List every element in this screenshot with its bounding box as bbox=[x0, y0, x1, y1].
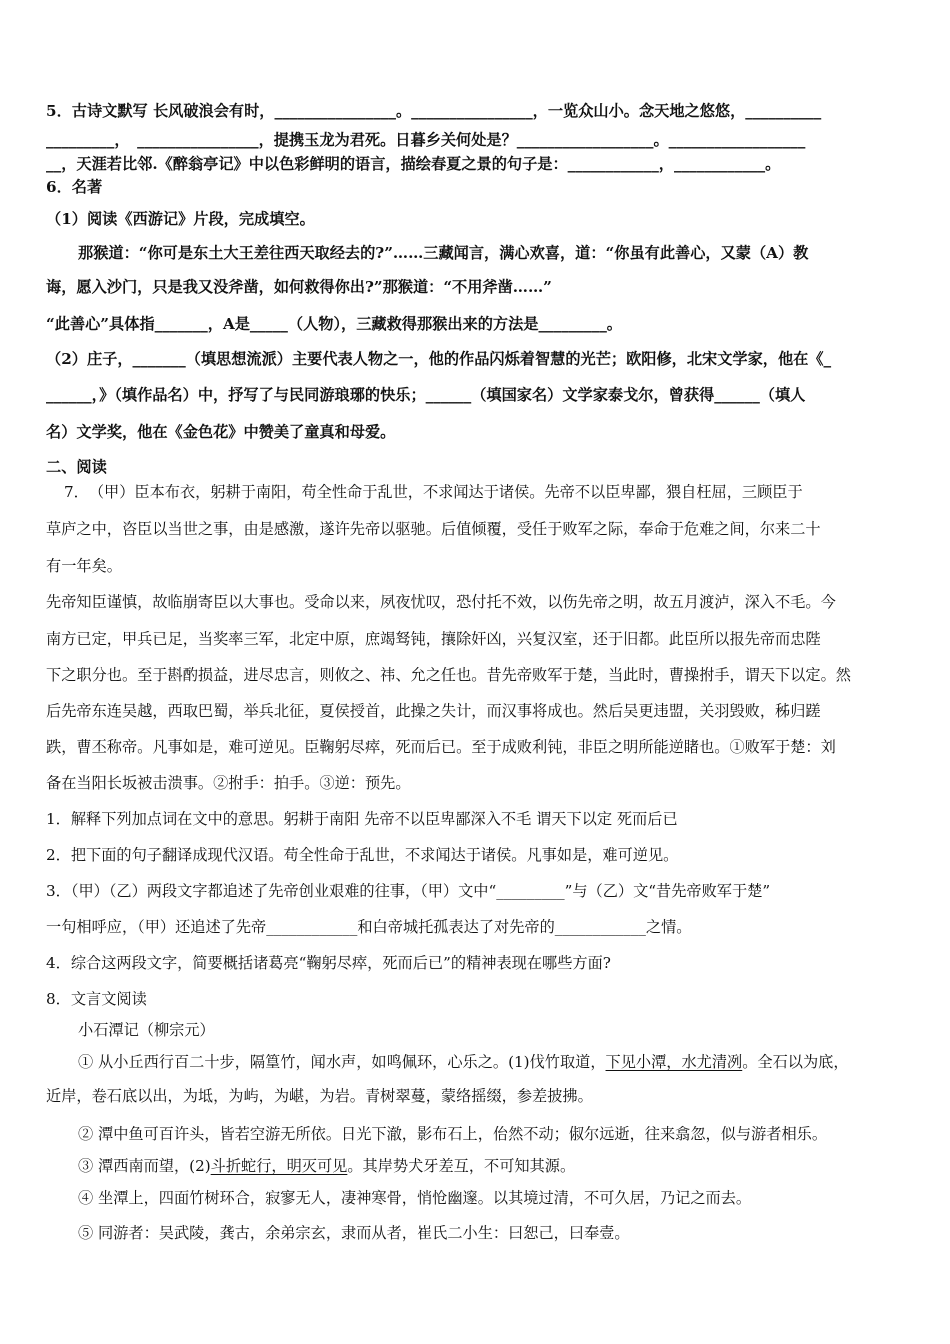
q5-line-1: 5．古诗文默写 长风破浪会有时，________________。________________，一览众山小。念天地之悠悠，__________ bbox=[46, 102, 822, 120]
q6-heading: 6．名著 bbox=[46, 178, 103, 196]
q7-passage-7: 后先帝东连吴越，西取巴蜀，举兵北征，夏侯授首，此操之失计，而汉事将成也。然后吴更违盟，关羽毁败，秭归蹉 bbox=[46, 702, 821, 720]
q7-sub3-line-2: 一句相呼应，（甲）还追述了先帝____________和白帝城托孤表达了对先帝的____________之情。 bbox=[46, 918, 692, 936]
q5-line-2: _________， ________________，提携玉龙为君死。日暮乡关何处是？__________________。__________________ bbox=[46, 131, 806, 149]
xiyouji-excerpt-1: 那猴道：“你可是东土大王差往西天取经去的?”……三藏闻言，满心欢喜，道：“你虽有此善心，又蒙（A）教 bbox=[78, 244, 809, 262]
q8-passage-title: 小石潭记（柳宗元） bbox=[78, 1021, 215, 1039]
q8-para1-line-2: 近岸，卷石底以出，为坻，为屿，为嵁，为岩。青树翠蔓，蒙络摇缀，参差披拂。 bbox=[46, 1087, 593, 1105]
q8-para1-text-a: ① 从小丘西行百二十步，隔篁竹，闻水声，如鸣佩环，心乐之。(1)伐竹取道， bbox=[78, 1053, 606, 1071]
q6-part2-line-3: 名）文学奖，他在《金色花》中赞美了童真和母爱。 bbox=[46, 423, 396, 441]
q5-line-3: __，天涯若比邻.《醉翁亭记》中以色彩鲜明的语言，描绘春夏之景的句子是：____________，____________。 bbox=[46, 155, 781, 173]
q7-passage-3: 有一年矣。 bbox=[46, 557, 122, 575]
q8-heading: 8．文言文阅读 bbox=[46, 990, 147, 1008]
q7-passage-6: 下之职分也。至于斟酌损益，进尽忠言，则攸之、祎、允之任也。昔先帝败军于楚，当此时，曹操拊手，谓天下以定。然 bbox=[46, 666, 851, 684]
q8-underlined-sentence-2: 斗折蛇行，明灭可见 bbox=[210, 1157, 348, 1175]
q8-underlined-sentence-1: 下见小潭，水尤清冽 bbox=[605, 1053, 743, 1071]
q7-passage-4: 先帝知臣谨慎，故临崩寄臣以大事也。受命以来，夙夜忧叹，恐付托不效，以伤先帝之明，故五月渡泸，深入不毛。今 bbox=[46, 593, 836, 611]
q7-notes: 备在当阳长坂被击溃事。②拊手：拍手。③逆：预先。 bbox=[46, 774, 411, 792]
section-reading-heading: 二、阅读 bbox=[46, 458, 107, 476]
q7-passage-5: 南方已定，甲兵已足，当奖率三军，北定中原，庶竭驽钝，攘除奸凶，兴复汉室，还于旧都。此臣所以报先帝而忠陛 bbox=[46, 630, 821, 648]
xiyouji-excerpt-2: 诲，愿入沙门，只是我又没斧凿，如何救得你出?”那猴道：“不用斧凿……” bbox=[46, 278, 552, 296]
q8-para1-text-b: 。全石以为底， bbox=[742, 1053, 849, 1071]
q8-para3-text-a: ③ 潭西南而望，(2) bbox=[78, 1157, 211, 1175]
q8-para3-text-b: 。其岸势犬牙差互，不可知其源。 bbox=[347, 1157, 576, 1175]
q6-part2-line-2: ______，》（填作品名）中，抒写了与民同游琅琊的快乐；______（填国家名）文学家泰戈尔，曾获得______（填人 bbox=[46, 386, 806, 404]
q8-para2: ② 潭中鱼可百许头，皆若空游无所依。日光下澈，影布石上，佁然不动；俶尔远逝，往来翕忽，似与游者相乐。 bbox=[78, 1125, 828, 1143]
q7-sub1: 1．解释下列加点词在文中的意思。躬耕于南阳 先帝不以臣卑鄙深入不毛 谓天下以定 死而后已 bbox=[46, 810, 678, 828]
q7-passage-8: 跌，曹丕称帝。凡事如是，难可逆见。臣鞠躬尽瘁，死而后已。至于成败利钝，非臣之明所能逆睹也。①败军于楚：刘 bbox=[46, 738, 836, 756]
q7-sub3-line-1: 3．（甲）（乙）两段文字都追述了先帝创业艰难的往事，（甲）文中“_________”与（乙）文“昔先帝败军于楚” bbox=[46, 882, 771, 900]
q7-sub4: 4．综合这两段文字，简要概括诸葛亮“鞠躬尽瘁，死而后已”的精神表现在哪些方面? bbox=[46, 954, 611, 972]
q8-para3 bbox=[78, 1155, 908, 1177]
q7-passage-1: 7． （甲）臣本布衣，躬耕于南阳，苟全性命于乱世，不求闻达于诸侯。先帝不以臣卑鄙，猥自枉屈，三顾臣于 bbox=[64, 483, 803, 501]
q6-part2-line-1: （2）庄子，_______（填思想流派）主要代表人物之一，他的作品闪烁着智慧的光芒；欧阳修，北宋文学家，他在《_ bbox=[46, 350, 832, 368]
q8-para4: ④ 坐潭上，四面竹树环合，寂寥无人，凄神寒骨，悄怆幽邃。以其境过清，不可久居，乃记之而去。 bbox=[78, 1189, 752, 1207]
q7-passage-2: 草庐之中，咨臣以当世之事，由是感激，遂许先帝以驱驰。后值倾覆，受任于败军之际，奉命于危难之间，尔来二十 bbox=[46, 520, 821, 538]
q8-para1-line-1 bbox=[78, 1051, 908, 1073]
q7-sub2: 2．把下面的句子翻译成现代汉语。苟全性命于乱世，不求闻达于诸侯。凡事如是，难可逆见。 bbox=[46, 846, 679, 864]
q6-part1-question: “此善心”具体指_______，A是_____（人物），三藏救得那猴出来的方法是_________。 bbox=[46, 315, 622, 333]
q8-para5: ⑤ 同游者：吴武陵，龚古，余弟宗玄，隶而从者，崔氏二小生：曰恕己，曰奉壹。 bbox=[78, 1224, 630, 1242]
q6-part1-title: （1）阅读《西游记》片段，完成填空。 bbox=[46, 210, 315, 228]
